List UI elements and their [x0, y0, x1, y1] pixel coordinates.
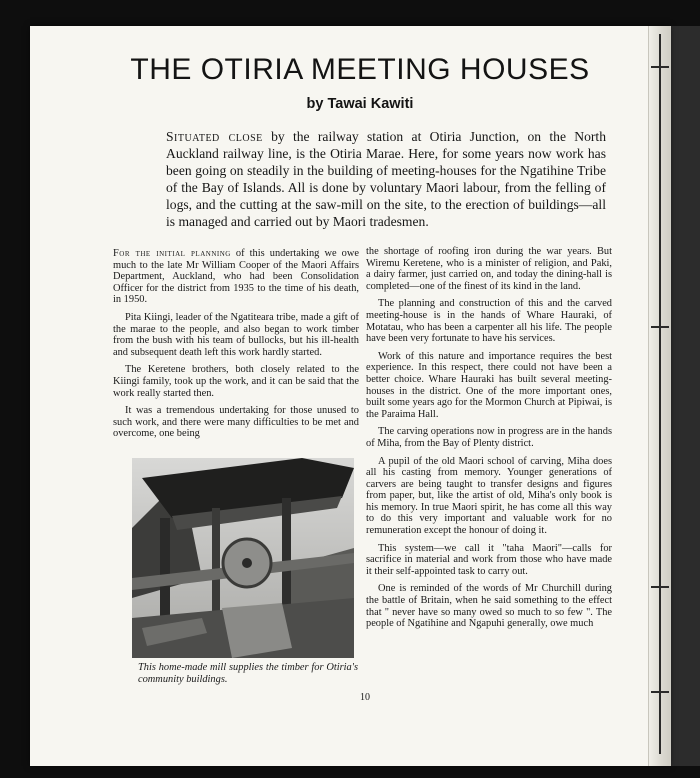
- article-title: THE OTIRIA MEETING HOUSES: [130, 53, 590, 86]
- binding-mark: [651, 691, 669, 693]
- paragraph-lead: For the initial planning: [113, 248, 231, 259]
- paragraph: This system—we call it "taha Maori"—calls for sacrifice in material and work from those who have made it their self-appointed task to carry out.: [366, 542, 612, 577]
- page-number: 10: [360, 692, 370, 703]
- paragraph: The planning and construction of this and the carved meeting-house is in the hands of Whare Hauraki, of Motatau, who has been a carpenter all his life. The people have been very fortunate to have his services.: [366, 298, 612, 345]
- binding-mark: [651, 326, 669, 328]
- paragraph: [113, 248, 359, 306]
- sawmill-photo: [132, 458, 354, 658]
- paragraph: A pupil of the old Maori school of carving, Miha does all his casting from memory. Younger generations of carvers are being taught to transfer designs and figures from paper, but, like the artist of old, Miha's only book is his memory. In true Maori spirit, he has come all this way to do this very important and valuable work for no remuneration except the honour of doing it.: [366, 455, 612, 537]
- paragraph-text: of this undertaking we owe much to the late Mr William Cooper of the Maori Affairs Department, Auckland, who had been Consolidation Officer for the district from 1935 to the time of his death, in 1950.: [113, 248, 359, 306]
- article-intro: [166, 128, 606, 230]
- sawmill-photo-illustration: [132, 458, 354, 658]
- binding-mark: [651, 586, 669, 588]
- paragraph: The carving operations now in progress are in the hands of Miha, from the Bay of Plenty district.: [366, 426, 612, 449]
- right-column: [366, 246, 612, 636]
- photo-caption: This home-made mill supplies the timber for Otiria's community buildings.: [138, 662, 358, 685]
- intro-text: by the railway station at Otiria Junction, on the North Auckland railway line, is the Otiria Marae. Here, for some years now work has been going on steadily in the building of meeting-houses for the Ngatihine Tribe of the Bay of Islands. All is done by voluntary Maori labour, from the felling of logs, and the cutting at the saw-mill on the site, to the erection of buildings—all is managed and carried out by Maori tradesmen.: [166, 129, 607, 229]
- paragraph: The Keretene brothers, both closely related to the Kiingi family, took up the work, and it can be said that the work really started then.: [113, 364, 359, 399]
- left-column: [113, 248, 359, 446]
- binding-gutter: [648, 26, 671, 766]
- article-byline: by Tawai Kawiti: [306, 96, 414, 112]
- paragraph: Pita Kiingi, leader of the Ngatiteara tribe, made a gift of the marae to the people, and also began to work timber from the bush with his team of bullocks, but his ill-health and subsequent death left this work hardly started.: [113, 311, 359, 358]
- paragraph: Work of this nature and importance requires the best experience. In this respect, there could not have been a better choice. Whare Hauraki has built several meeting-houses in the district. One of the more important ones, built some years ago for the Mormon Church at Pipiwai, is the Paraima Hall.: [366, 350, 612, 420]
- binding-spine: [659, 34, 661, 754]
- paragraph: It was a tremendous undertaking for those unused to such work, and there were many difficulties to be met and overcome, one being: [113, 405, 359, 440]
- dark-background-edge: [670, 26, 700, 766]
- paragraph: One is reminded of the words of Mr Churchill during the battle of Britain, when he said something to the effect that " never have so many owed so much to so few ". The people of Ngatihine and Ngapuhi generally, owe much: [366, 583, 612, 630]
- binding-mark: [651, 66, 669, 68]
- intro-lead: Situated close: [166, 129, 263, 144]
- paragraph: the shortage of roofing iron during the war years. But Wiremu Keretene, who is a minister of religion, and Paki, a dairy farmer, just carried on, and today the dining-hall is completed—one of the finest of its kind in the land.: [366, 246, 612, 292]
